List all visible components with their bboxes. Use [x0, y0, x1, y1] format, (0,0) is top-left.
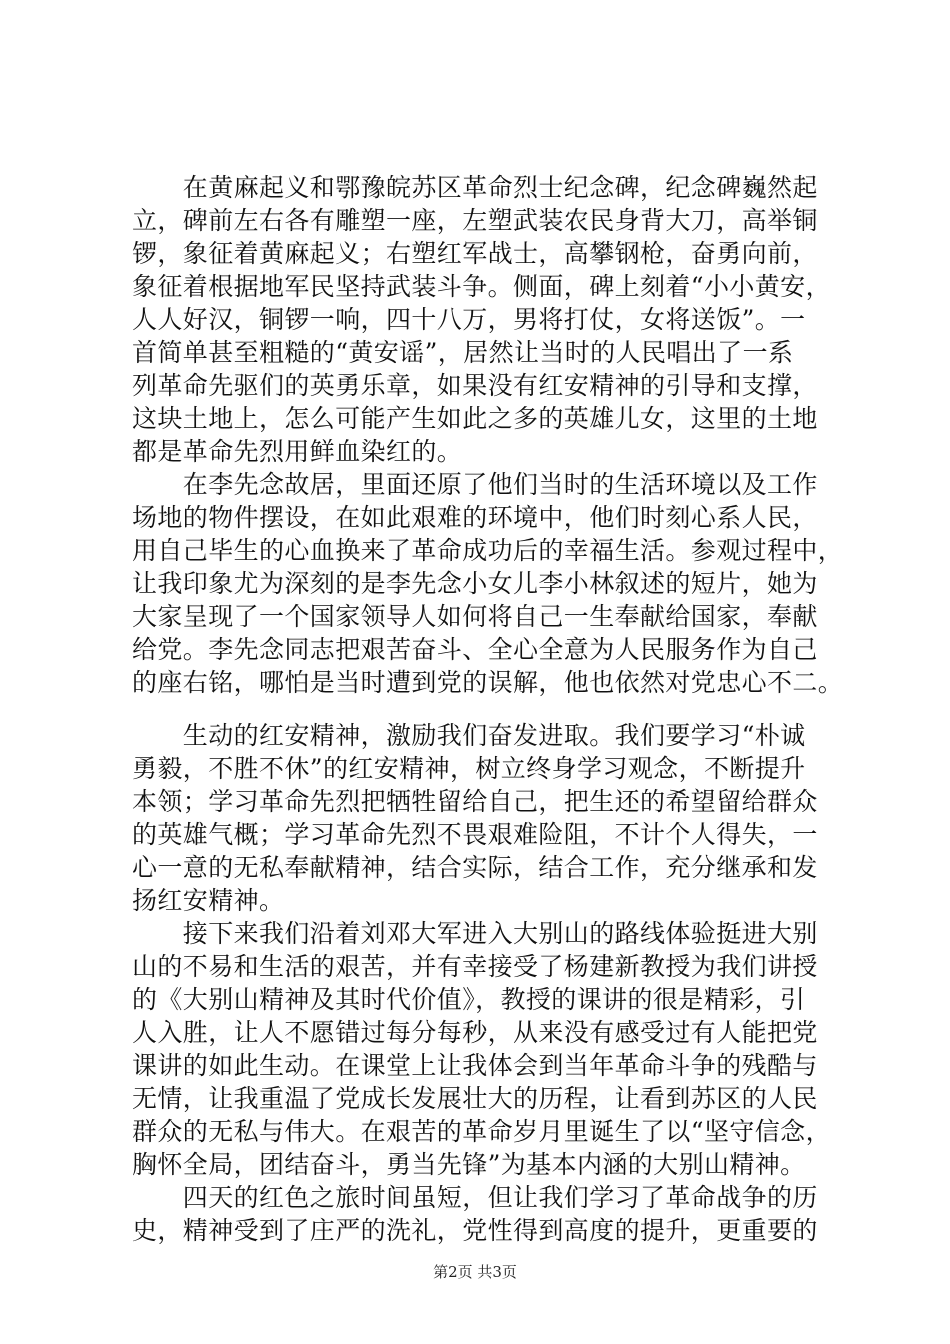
- text-line: 接下来我们沿着刘邓大军进入大别山的路线体验挺进大别: [132, 919, 818, 948]
- text-line: 无情，让我重温了党成长发展壮大的历程，让看到苏区的人民: [132, 1084, 818, 1113]
- text-line: 让我印象尤为深刻的是李先念小女儿李小林叙述的短片，她为: [132, 569, 818, 598]
- text-line: 在李先念故居，里面还原了他们当时的生活环境以及工作: [132, 470, 818, 499]
- text-line: 勇毅，不胜不休”的红安精神，树立终身学习观念，不断提升: [132, 754, 806, 783]
- text-line: 群众的无私与伟大。在艰苦的革命岁月里诞生了以“坚守信念，: [132, 1117, 831, 1146]
- text-line: 胸怀全局，团结奋斗，勇当先锋”为基本内涵的大别山精神。: [132, 1150, 806, 1179]
- text-line: 的英雄气概；学习革命先烈不畏艰难险阻，不计个人得失，一: [132, 820, 818, 849]
- text-line: 都是革命先烈用鲜血染红的。: [132, 437, 463, 466]
- text-line: 本领；学习革命先烈把牺牲留给自己，把生还的希望留给群众: [132, 787, 818, 816]
- text-line: 人入胜，让人不愿错过每分每秒，从来没有感受过有人能把党: [132, 1018, 818, 1047]
- text-line: 场地的物件摆设，在如此艰难的环境中，他们时刻心系人民，: [132, 503, 818, 532]
- text-line: 人人好汉，铜锣一响，四十八万，男将打仗，女将送饭”。一: [132, 305, 806, 334]
- text-line: 用自己毕生的心血换来了革命成功后的幸福生活。参观过程中，: [132, 536, 844, 565]
- text-line: 列革命先驱们的英勇乐章，如果没有红安精神的引导和支撑，: [132, 371, 818, 400]
- text-line: 象征着根据地军民坚持武装斗争。侧面，碑上刻着“小小黄安，: [132, 272, 831, 301]
- page-footer: 第2页 共3页: [433, 1263, 517, 1281]
- text-line: 史，精神受到了庄严的洗礼，党性得到高度的提升，更重要的: [132, 1216, 818, 1245]
- text-line: 这块土地上，怎么可能产生如此之多的英雄儿女，这里的土地: [132, 404, 818, 433]
- text-line: 大家呈现了一个国家领导人如何将自己一生奉献给国家，奉献: [132, 602, 818, 631]
- text-line: 四天的红色之旅时间虽短，但让我们学习了革命战争的历: [132, 1183, 818, 1212]
- text-line: 给党。李先念同志把艰苦奋斗、全心全意为人民服务作为自己: [132, 635, 818, 664]
- text-line: 的《大别山精神及其时代价值》，教授的课讲的很是精彩，引: [132, 985, 806, 1014]
- text-line: 山的不易和生活的艰苦，并有幸接受了杨建新教授为我们讲授: [132, 952, 818, 981]
- text-line: 锣，象征着黄麻起义；右塑红军战士，高攀钢枪，奋勇向前，: [132, 239, 818, 268]
- text-line: 首简单甚至粗糙的“黄安谣”，居然让当时的人民唱出了一系: [132, 338, 794, 367]
- text-line: 课讲的如此生动。在课堂上让我体会到当年革命斗争的残酷与: [132, 1051, 818, 1080]
- text-line: 心一意的无私奉献精神，结合实际，结合工作，充分继承和发: [132, 853, 818, 882]
- text-line: 扬红安精神。: [132, 886, 285, 915]
- text-line: 在黄麻起义和鄂豫皖苏区革命烈士纪念碑，纪念碑巍然起: [132, 173, 818, 202]
- text-line: 生动的红安精神，激励我们奋发进取。我们要学习“朴诚: [132, 721, 806, 750]
- text-line: 立，碑前左右各有雕塑一座，左塑武装农民身背大刀，高举铜: [132, 206, 818, 235]
- text-line: 的座右铭，哪怕是当时遭到党的误解，他也依然对党忠心不二。: [132, 668, 844, 697]
